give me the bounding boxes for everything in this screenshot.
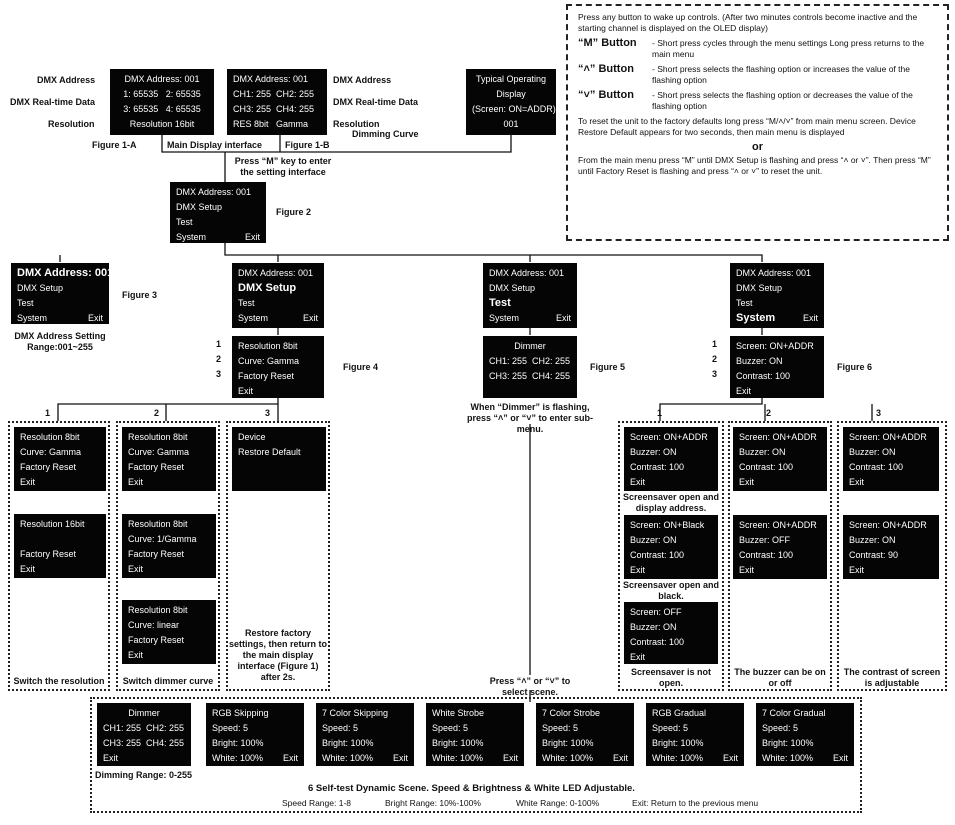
screen-line: DMX Address: 001	[17, 267, 114, 279]
press-m-caption: Press “M” key to enter the setting interface	[234, 156, 332, 177]
screen-line: Exit	[128, 650, 144, 660]
screen-line: Exit	[849, 477, 865, 487]
screen-typical	[466, 69, 556, 135]
screen-line	[542, 751, 628, 766]
wake-text: Press any button to wake up controls. (After two minutes controls become inactive and the starting channel is displayed on the OLED display)	[578, 12, 918, 33]
screen-line: Screen: ON+ADDR	[849, 520, 927, 530]
screen-fig1a	[110, 69, 214, 135]
screen-line: Typical Operating	[475, 74, 547, 84]
label-dmx-address-r: DMX Address	[333, 75, 392, 85]
scene-white: White: 100%	[652, 753, 704, 763]
white-range: White Range: 0-100%	[516, 798, 600, 808]
fig2-caption: Figure 2	[276, 207, 312, 217]
screen-line	[736, 311, 818, 326]
num: 2	[154, 408, 160, 418]
screen-fig3	[11, 263, 114, 324]
screen-line: Factory Reset	[128, 549, 185, 559]
screen-line: Contrast: 100	[739, 550, 794, 560]
fig1b-caption: Figure 1-B	[285, 140, 330, 150]
screen-line: Screen: ON+Black	[630, 520, 705, 530]
screen-line: Exit	[20, 477, 36, 487]
screen-line: Contrast: 100	[739, 462, 794, 472]
screen-line: RES 8bit Gamma	[233, 119, 309, 129]
scene-bright: Bright: 100%	[432, 738, 484, 748]
s3-caption: The contrast of screen is adjustable	[843, 667, 941, 688]
screen-fig1b	[227, 69, 327, 135]
system-text: System	[736, 312, 776, 324]
fig6-caption: Figure 6	[837, 362, 873, 372]
screen-fig5	[483, 263, 577, 328]
screen-line: DMX Address: 001	[238, 268, 314, 278]
up-button-row	[578, 64, 937, 86]
screen-line: Device	[238, 432, 266, 442]
screen-line: Factory Reset	[128, 462, 185, 472]
scene-speed: Speed: 5	[652, 723, 689, 733]
scene-bright: Bright: 100%	[652, 738, 704, 748]
dimming-range: Dimming Range: 0-255	[95, 770, 193, 780]
screen-line: Screen: ON+ADDR	[736, 341, 814, 351]
screen-s3-b	[843, 515, 939, 579]
screen-col3-a	[232, 427, 326, 491]
screen-fig4-sub	[232, 336, 324, 398]
screen-line: Buzzer: ON	[849, 535, 896, 545]
screen-scene-4	[536, 703, 634, 766]
scene-speed: Speed: 5	[432, 723, 469, 733]
screen-line: Exit	[630, 477, 646, 487]
screen-line	[489, 311, 571, 326]
screen-line: Buzzer: ON	[736, 356, 783, 366]
num: 3	[876, 408, 882, 418]
screen-line: Factory Reset	[20, 549, 77, 559]
screen-s3-a	[843, 427, 939, 491]
screen-s1-c	[624, 602, 718, 664]
screen-line: Test	[736, 298, 753, 308]
screen-col2-a	[122, 427, 216, 491]
exit-text: Exit	[722, 753, 738, 763]
scene-bright: Bright: 100%	[322, 738, 374, 748]
screen-fig6-sub	[730, 336, 824, 398]
num: 1	[216, 339, 222, 349]
fig3-note: DMX Address Setting Range:001~255	[14, 331, 106, 352]
screen-line: Factory Reset	[128, 635, 185, 645]
screen-line	[238, 311, 318, 326]
m-button-label: “M” Button	[578, 37, 637, 49]
screen-line: Contrast: 100	[849, 462, 904, 472]
scene-speed: Speed: 5	[322, 723, 359, 733]
num: 3	[712, 369, 718, 379]
s1-c-caption: Screensaver is not open.	[630, 667, 712, 688]
screen-line: Resolution 8bit	[238, 341, 298, 351]
screen-line: Screen: ON+ADDR	[630, 432, 708, 442]
num: 3	[265, 408, 271, 418]
screen-line: Exit	[128, 477, 144, 487]
screen-s1-b	[624, 515, 718, 579]
s1-a-caption: Screensaver open and display address.	[622, 492, 720, 513]
screen-col1-b	[14, 514, 106, 578]
up-button-text: - Short press selects the flashing option or increases the value of the flashing option	[652, 64, 910, 85]
fig5-caption: Figure 5	[590, 362, 626, 372]
screen-line: DMX Setup	[17, 283, 64, 293]
col3-caption: Restore factory settings, then return to the main display interface (Figure 1) after 2s.	[228, 628, 327, 682]
screen-fig6	[730, 263, 824, 328]
scene-speed: Speed: 5	[542, 723, 579, 733]
up-button-label: “˄” Button	[578, 63, 634, 75]
scene-white: White: 100%	[212, 753, 264, 763]
screen-line: CH1: 255 CH2: 255	[233, 89, 315, 99]
screen-line: DMX Setup	[176, 202, 223, 212]
col1-caption: Switch the resolution	[13, 676, 105, 686]
screen-line: Restore Default	[238, 447, 301, 457]
speed-range: Speed Range: 1-8	[282, 798, 351, 808]
exit-text: Exit	[555, 313, 571, 323]
screen-fig2	[170, 182, 266, 243]
screen-s2-b	[733, 515, 827, 579]
num: 1	[712, 339, 718, 349]
m-button-text: - Short press cycles through the menu settings Long press returns to the main menu	[652, 38, 925, 59]
screen-s1-a	[624, 427, 718, 491]
screen-col2-c	[122, 600, 216, 664]
num: 1	[657, 408, 663, 418]
screen-line: Dimmer	[128, 708, 160, 718]
screen-line: Exit	[128, 564, 144, 574]
label-dmx-realtime: DMX Real-time Data	[10, 97, 96, 107]
screen-line: Buzzer: OFF	[739, 535, 791, 545]
scene-name: White Strobe	[432, 708, 485, 718]
screen-line	[432, 751, 518, 766]
down-button-row	[578, 90, 937, 112]
screen-scene-3	[426, 703, 524, 766]
screen-col1-a	[14, 427, 106, 491]
screen-line: Curve: Gamma	[20, 447, 82, 457]
screen-line: Resolution 8bit	[128, 519, 188, 529]
label-dmx-address: DMX Address	[37, 75, 96, 85]
label-dmx-realtime-r: DMX Real-time Data	[333, 97, 419, 107]
screen-line: Exit	[238, 386, 254, 396]
screen-line: 3: 65535 4: 65535	[123, 104, 201, 114]
screen-line: Screen: ON+ADDR	[739, 520, 817, 530]
screen-fig4	[232, 263, 324, 328]
screen-line: Curve: Gamma	[238, 356, 300, 366]
screen-line: Buzzer: ON	[630, 447, 677, 457]
exit-note: Exit: Return to the previous menu	[632, 798, 759, 808]
screen-line: Screen: OFF	[630, 607, 682, 617]
screen-line: Test	[238, 298, 255, 308]
screen-line: Exit	[739, 477, 755, 487]
screen-line: Buzzer: ON	[630, 535, 677, 545]
screen-line: Exit	[103, 753, 119, 763]
screen-line: CH1: 255 CH2: 255	[489, 356, 571, 366]
screen-line: Curve: linear	[128, 620, 180, 630]
screen-scene-2	[316, 703, 414, 766]
screen-line: Exit	[630, 652, 646, 662]
screen-line: 001	[503, 119, 519, 129]
alt-reset-text: From the main menu press “M” until DMX Setup is flashing and press “˄ or ˅”. Then press “M” until Factory Reset is flashing and press “˄ or ˅” to reset the unit.	[578, 155, 931, 176]
screen-col2-b	[122, 514, 216, 578]
screen-scene-6	[756, 703, 854, 766]
exit-text: Exit	[502, 753, 518, 763]
screen-line: Resolution 8bit	[128, 605, 188, 615]
screen-line: DMX Address: 001	[736, 268, 812, 278]
screen-s2-a	[733, 427, 827, 491]
down-button-label: “˅” Button	[578, 89, 634, 101]
screen-scene-dimmer	[97, 703, 191, 766]
screen-line: Exit	[20, 564, 36, 574]
screen-line: DMX Setup	[736, 283, 783, 293]
screen-line: Contrast: 100	[736, 371, 791, 381]
screen-line: Curve: 1/Gamma	[128, 534, 197, 544]
scene-speed: Speed: 5	[212, 723, 249, 733]
screen-line: Display	[496, 89, 526, 99]
screen-line: DMX Address: 001	[124, 74, 200, 84]
scene-name: 7 Color Gradual	[762, 708, 826, 718]
scene-speed: Speed: 5	[762, 723, 799, 733]
num: 2	[712, 354, 718, 364]
screen-line: Resolution 16bit	[129, 119, 195, 129]
scene-bright: Bright: 100%	[762, 738, 814, 748]
screen-line: Resolution 8bit	[128, 432, 188, 442]
screen-line	[212, 751, 298, 766]
screen-line: Contrast: 90	[849, 550, 899, 560]
exit-text: Exit	[282, 753, 298, 763]
label-resolution: Resolution	[48, 119, 95, 129]
screen-fig5-sub	[483, 336, 577, 398]
s1-b-caption: Screensaver open and black.	[622, 580, 720, 601]
screen-line: Screen: ON+ADDR	[739, 432, 817, 442]
screen-line: Contrast: 100	[630, 462, 685, 472]
scene-white: White: 100%	[542, 753, 594, 763]
screen-scene-5	[646, 703, 744, 766]
screen-line: Resolution 8bit	[20, 432, 80, 442]
bright-range: Bright Range: 10%-100%	[385, 798, 481, 808]
screen-line: DMX Address: 001	[233, 74, 309, 84]
screen-line: Exit	[630, 565, 646, 575]
system-text: System	[489, 313, 520, 323]
screen-line: DMX Address: 001	[176, 187, 252, 197]
label-resolution-r: Resolution	[333, 119, 380, 129]
exit-text: Exit	[244, 232, 260, 242]
col2-caption: Switch dimmer curve	[122, 676, 214, 686]
screen-scene-1	[206, 703, 304, 766]
screen-line: Contrast: 100	[630, 637, 685, 647]
instruction-panel	[566, 4, 949, 241]
screen-line: Contrast: 100	[630, 550, 685, 560]
scenes-title: 6 Self-test Dynamic Scene. Speed & Brightness & White LED Adjustable.	[308, 783, 635, 794]
scene-bright: Bright: 100%	[212, 738, 264, 748]
scene-white: White: 100%	[322, 753, 374, 763]
screen-line: Buzzer: ON	[849, 447, 896, 457]
m-button-row	[578, 38, 937, 60]
screen-line: Factory Reset	[20, 462, 77, 472]
screen-line: Dimmer	[514, 341, 546, 351]
main-display-caption: Main Display interface	[167, 140, 263, 150]
system-text: System	[176, 232, 207, 242]
screen-line: CH3: 255 CH4: 255	[103, 738, 185, 748]
screen-line: DMX Setup	[238, 282, 297, 294]
screen-line: Test	[489, 297, 511, 309]
screen-line	[322, 751, 408, 766]
screen-line: Curve: Gamma	[128, 447, 190, 457]
screen-line	[20, 532, 100, 547]
screen-line: CH3: 255 CH4: 255	[233, 104, 315, 114]
reset-text: To reset the unit to the factory defaults long press “M/˄/˅” from main menu screen. Device Restore Default appears for two seconds, then main menu is displayed	[578, 116, 916, 137]
screen-line: Test	[176, 217, 193, 227]
screen-line	[17, 311, 103, 326]
screen-line: (Screen: ON=ADDR)	[472, 104, 556, 114]
fig3-caption: Figure 3	[122, 290, 158, 300]
num: 2	[766, 408, 772, 418]
exit-text: Exit	[392, 753, 408, 763]
screen-line: Buzzer: ON	[739, 447, 786, 457]
screen-line: CH1: 255 CH2: 255	[103, 723, 185, 733]
label-dimming-curve: Dimming Curve	[352, 129, 419, 139]
exit-text: Exit	[87, 313, 103, 323]
screen-line: Exit	[849, 565, 865, 575]
screen-line: Test	[17, 298, 34, 308]
exit-text: Exit	[612, 753, 628, 763]
screen-line: Factory Reset	[238, 371, 295, 381]
system-text: System	[238, 313, 269, 323]
screen-line: CH3: 255 CH4: 255	[489, 371, 571, 381]
screen-line: Exit	[736, 386, 752, 396]
exit-text: Exit	[302, 313, 318, 323]
exit-text: Exit	[832, 753, 848, 763]
scene-bright: Bright: 100%	[542, 738, 594, 748]
fig1a-caption: Figure 1-A	[92, 140, 137, 150]
or-text: or	[752, 141, 763, 153]
scene-name: RGB Gradual	[652, 708, 707, 718]
screen-line: DMX Address: 001	[489, 268, 565, 278]
screen-line: DMX Setup	[489, 283, 536, 293]
screen-line: 1: 65535 2: 65535	[123, 89, 201, 99]
down-button-text: - Short press selects the flashing option or decreases the value of the flashing option	[652, 90, 913, 111]
fig5-note: When “Dimmer” is flashing, press “˄” or “˅” to enter sub-menu.	[466, 402, 594, 434]
num: 2	[216, 354, 222, 364]
screen-line: Exit	[739, 565, 755, 575]
num: 3	[216, 369, 222, 379]
screen-line	[652, 751, 738, 766]
scene-white: White: 100%	[432, 753, 484, 763]
fig4-caption: Figure 4	[343, 362, 379, 372]
num: 1	[45, 408, 51, 418]
screen-line: Screen: ON+ADDR	[849, 432, 927, 442]
scene-white: White: 100%	[762, 753, 814, 763]
system-text: System	[17, 313, 48, 323]
scene-name: 7 Color Strobe	[542, 708, 601, 718]
screen-line	[176, 230, 260, 245]
scene-name: 7 Color Skipping	[322, 708, 389, 718]
screen-line	[762, 751, 848, 766]
fig5-press: Press “˄” or “˅” to select scene.	[489, 676, 571, 697]
exit-text: Exit	[802, 313, 818, 323]
screen-line: Resolution 16bit	[20, 519, 85, 529]
scene-name: RGB Skipping	[212, 708, 269, 718]
screen-line: Buzzer: ON	[630, 622, 677, 632]
s2-caption: The buzzer can be on or off	[734, 667, 826, 688]
